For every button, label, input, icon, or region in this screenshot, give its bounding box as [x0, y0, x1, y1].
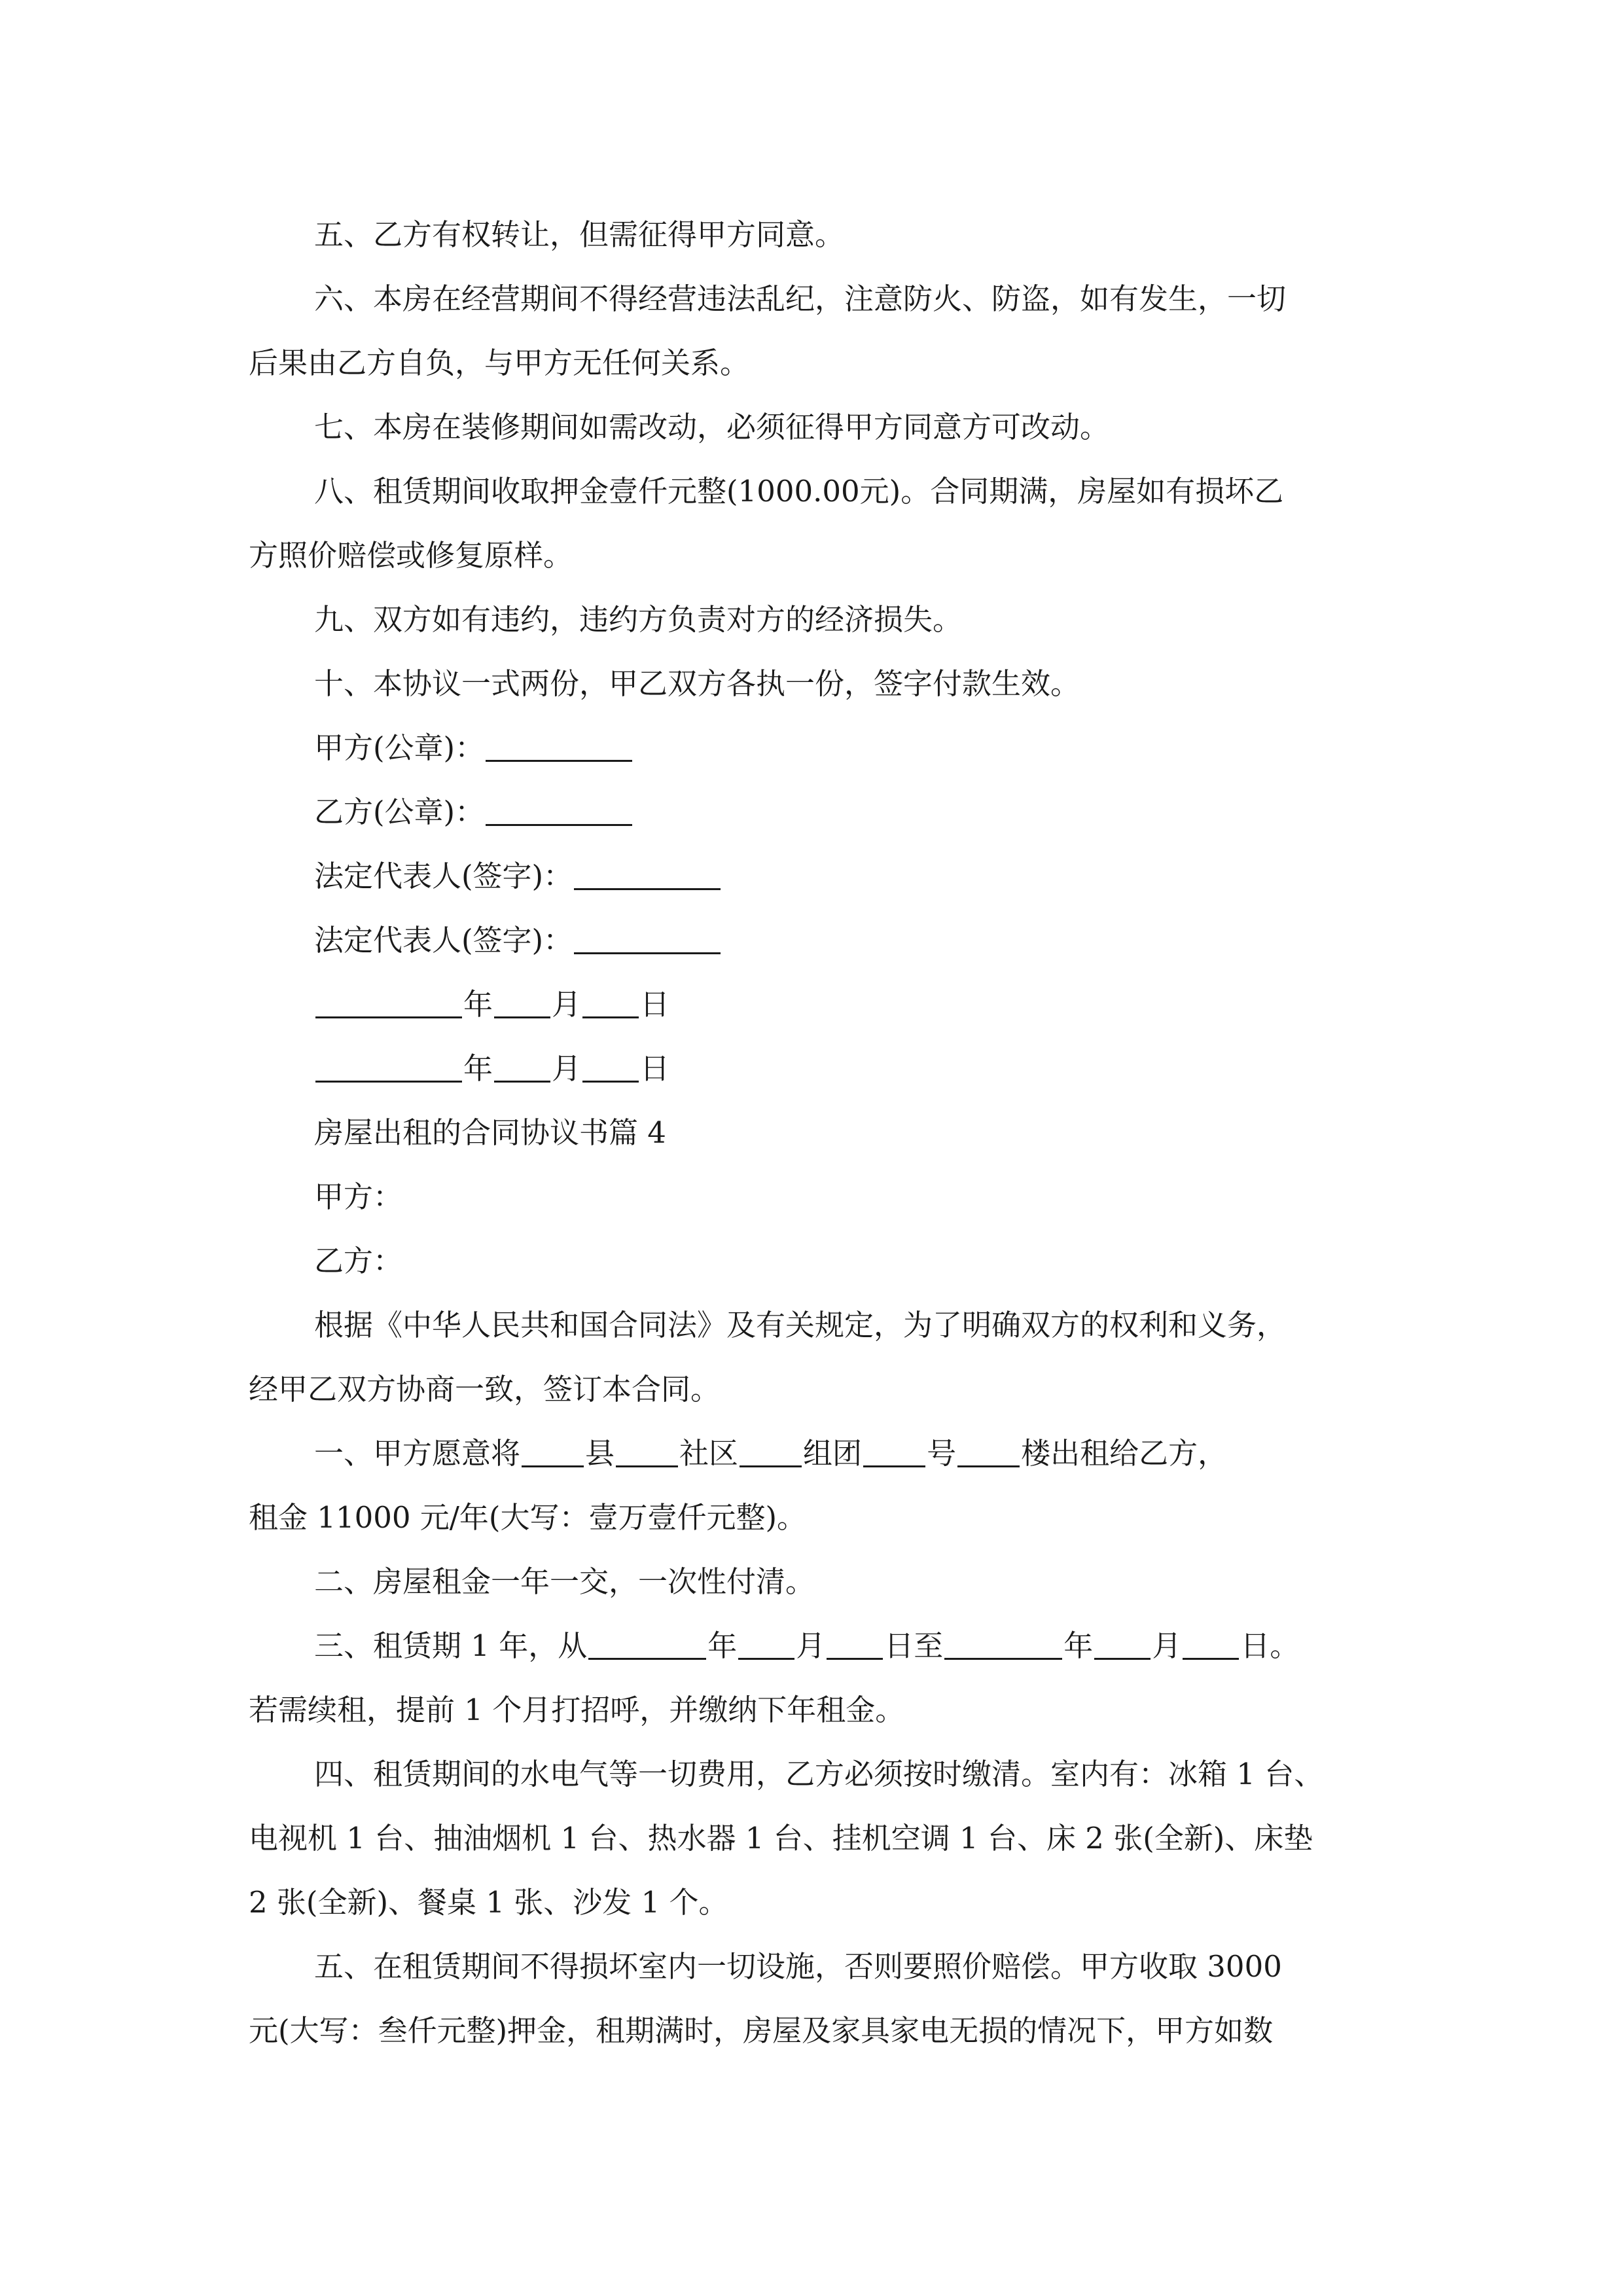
clause-1-prefix: 一、甲方愿意将	[314, 1436, 521, 1471]
month-label: 月	[796, 1628, 826, 1663]
clause-7-renovation: 七、本房在装修期间如需改动，必须征得甲方同意方可改动。	[314, 410, 1110, 444]
fill-blank	[616, 1439, 678, 1467]
signature-party-a-label: 甲方(公章)：	[314, 730, 485, 765]
day-end-label: 日。	[1240, 1628, 1300, 1663]
clause-5-line2: 元(大写：叁仟元整)押金，租期满时，房屋及家具家电无损的情况下，甲方如数	[249, 2013, 1274, 2048]
representative-a	[249, 844, 1381, 908]
section-heading: 房屋出租的合同协议书篇 4	[314, 1115, 666, 1150]
month-label: 月	[552, 987, 582, 1022]
signature-party-b-label: 乙方(公章)：	[314, 795, 485, 829]
date-blank	[494, 1054, 550, 1083]
clause-5-transfer: 五、乙方有权转让，但需征得甲方同意。	[314, 217, 845, 252]
year-label: 年	[1063, 1628, 1094, 1663]
signature-party-b	[249, 780, 1381, 844]
date-blank	[1183, 1632, 1239, 1660]
clause-3-prefix: 三、租赁期 1 年，从	[314, 1628, 588, 1663]
clause-1-line2: 租金 11000 元/年(大写：壹万壹仟元整)。	[249, 1500, 807, 1535]
clause-4-line2: 电视机 1 台、抽油烟机 1 台、热水器 1 台、挂机空调 1 台、床 2 张(全新)、床垫	[249, 1821, 1313, 1856]
party-b-line: 乙方：	[314, 1244, 403, 1278]
group-label: 组团	[803, 1436, 863, 1471]
year-label: 年	[707, 1628, 738, 1663]
clause-6-line2: 后果由乙方自负，与甲方无任何关系。	[249, 346, 750, 380]
fill-blank	[522, 1439, 584, 1467]
clause-3-line2: 若需续租，提前 1 个月打招呼，并缴纳下年租金。	[249, 1693, 905, 1727]
document-body	[249, 203, 1381, 2063]
clause-4-line1: 四、租赁期间的水电气等一切费用，乙方必须按时缴清。室内有：冰箱 1 台、	[314, 1757, 1324, 1791]
clause-10-copies: 十、本协议一式两份，甲乙双方各执一份，签字付款生效。	[314, 666, 1080, 701]
date-blank	[738, 1632, 794, 1660]
clause-2-payment: 二、房屋租金一年一交，一次性付清。	[314, 1564, 815, 1599]
signature-blank	[486, 798, 632, 826]
date-blank	[494, 990, 550, 1018]
representative-a-label: 法定代表人(签字)：	[314, 859, 573, 893]
year-label: 年	[463, 987, 493, 1022]
clause-5-line1: 五、在租赁期间不得损坏室内一切设施，否则要照价赔偿。甲方收取 3000	[314, 1949, 1282, 1984]
intro-line1: 根据《中华人民共和国合同法》及有关规定，为了明确双方的权利和义务，	[314, 1308, 1287, 1342]
date-blank	[582, 990, 639, 1018]
signature-blank	[574, 862, 721, 890]
month-label: 月	[552, 1051, 582, 1086]
clause-3-line1	[249, 1614, 1381, 1678]
date-blank	[944, 1632, 1062, 1660]
date-blank	[315, 990, 462, 1018]
fill-blank	[740, 1439, 802, 1467]
fill-blank	[957, 1439, 1020, 1467]
date-line-1	[249, 973, 1381, 1037]
representative-b-label: 法定代表人(签字)：	[314, 923, 573, 958]
representative-b	[249, 908, 1381, 973]
date-blank	[1094, 1632, 1150, 1660]
clause-6-line1: 六、本房在经营期间不得经营违法乱纪，注意防火、防盗，如有发生，一切	[314, 281, 1287, 316]
building-label: 楼出租给乙方，	[1021, 1436, 1228, 1471]
party-a-line: 甲方：	[314, 1179, 403, 1214]
day-label: 日	[640, 987, 670, 1022]
date-blank	[315, 1054, 462, 1083]
date-line-2	[249, 1037, 1381, 1101]
clause-4-line3: 2 张(全新)、餐桌 1 张、沙发 1 个。	[249, 1885, 728, 1920]
year-label: 年	[463, 1051, 493, 1086]
date-blank	[588, 1632, 706, 1660]
clause-1-line1	[249, 1422, 1381, 1486]
date-blank	[582, 1054, 639, 1083]
intro-line2: 经甲乙双方协商一致，签订本合同。	[249, 1372, 721, 1407]
day-label: 日	[640, 1051, 670, 1086]
county-label: 县	[585, 1436, 615, 1471]
community-label: 社区	[679, 1436, 739, 1471]
fill-blank	[863, 1439, 925, 1467]
signature-blank	[574, 926, 721, 954]
clause-8-line1: 八、租赁期间收取押金壹仟元整(1000.00元)。合同期满，房屋如有损坏乙	[314, 474, 1284, 509]
clause-8-line2: 方照价赔偿或修复原样。	[249, 538, 573, 573]
to-label: 日至	[884, 1628, 944, 1663]
clause-9-breach: 九、双方如有违约，违约方负责对方的经济损失。	[314, 602, 963, 637]
number-label: 号	[927, 1436, 957, 1471]
month-label: 月	[1152, 1628, 1182, 1663]
signature-blank	[486, 734, 632, 762]
signature-party-a	[249, 716, 1381, 780]
date-blank	[827, 1632, 883, 1660]
